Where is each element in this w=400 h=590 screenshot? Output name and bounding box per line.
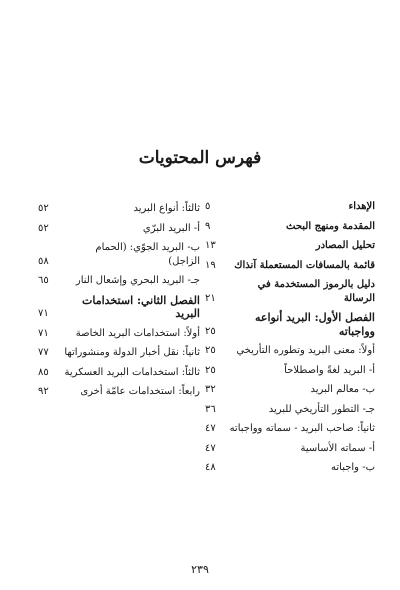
- toc-entry: [205, 220, 375, 234]
- toc-entry: [205, 278, 375, 305]
- toc-entry: [205, 364, 375, 378]
- toc-entry: [38, 274, 200, 288]
- toc-entry-title: رابعاً: استخدامات عامّة أخرى: [80, 386, 200, 397]
- toc-entry-page: ٥٢: [38, 203, 49, 214]
- toc-entry-page: ١٣: [205, 240, 216, 251]
- toc-entry-page: ٢٥: [205, 345, 216, 356]
- toc-entry-title: أولاً: استخدامات البريد الخاصة: [75, 327, 200, 339]
- toc-entry: [38, 222, 200, 236]
- toc-entry: [38, 202, 200, 216]
- toc-entry: [38, 346, 200, 360]
- toc-entry: [38, 366, 200, 380]
- toc-entry-title: أ- سماته الأساسية: [300, 442, 375, 454]
- toc-entry-title: الفصل الأول: البريد أنواعه وواجباته: [255, 311, 375, 338]
- toc-entry-page: ٣٦: [205, 403, 216, 415]
- toc-entry-page: ٢٥: [205, 364, 216, 376]
- toc-entry-page: ٧١: [38, 327, 49, 339]
- toc-entry-title: قائمة بالمسافات المستعملة آنذاك: [234, 259, 375, 271]
- page-number: ٢٣٩: [191, 563, 209, 576]
- toc-entry-page: ٨٥: [38, 366, 49, 378]
- toc-left-column: [38, 202, 200, 399]
- toc-right-column: [205, 200, 375, 475]
- toc-entry-page: ٤٧: [205, 423, 216, 434]
- toc-entry: [205, 311, 375, 338]
- toc-entry-page: ٥٢: [38, 222, 49, 234]
- toc-entry-title: دليل بالرموز المستخدمة في الرسالة: [257, 279, 375, 304]
- toc-entry-title: ثانياً: صاحب البريد - سماته وواجباته: [229, 423, 375, 434]
- toc-entry-page: ٩٢: [38, 386, 49, 397]
- toc-entry-title: المقدمة ومنهج البحث: [286, 220, 375, 232]
- toc-entry-title: جـ- التطور التأريخي للبريد: [268, 403, 375, 415]
- toc-entry-page: ٩: [205, 220, 211, 232]
- toc-entry-page: ٤٧: [205, 442, 216, 454]
- toc-entry: [205, 403, 375, 417]
- toc-entry: [205, 200, 375, 214]
- toc-entry-title: ب- واجباته: [331, 462, 375, 473]
- toc-entry: [205, 461, 375, 475]
- toc-entry-title: ثالثاً: أنواع البريد: [133, 203, 200, 214]
- toc-entry-page: ٧١: [38, 308, 49, 319]
- toc-entry-page: ٥: [205, 201, 211, 212]
- toc-entry-title: أولاً: معنى البريد وتطوره التأريخي: [236, 345, 375, 356]
- toc-entry-title: أ- البريد البرّي: [142, 222, 200, 234]
- toc-entry-page: ٧٧: [38, 347, 49, 358]
- toc-entry: [38, 294, 200, 321]
- toc-entry-title: أ- البريد لغةً واصطلاحاً: [284, 364, 375, 376]
- page-title: فهرس المحتويات: [138, 148, 262, 168]
- toc-entry-title: تحليل المصادر: [315, 240, 375, 251]
- toc-entry-page: ١٩: [205, 259, 216, 271]
- toc-entry: [38, 385, 200, 399]
- toc-entry-page: ٦٥: [38, 275, 49, 286]
- toc-entry: [205, 383, 375, 397]
- toc-entry: [205, 442, 375, 456]
- toc-entry: [205, 422, 375, 436]
- toc-entry: [205, 344, 375, 358]
- toc-entry: [205, 239, 375, 253]
- toc-entry-title: الفصل الثاني: استخدامات البريد: [82, 293, 200, 320]
- toc-entry-page: ٥٨: [38, 255, 49, 267]
- toc-entry: [38, 327, 200, 341]
- toc-entry-title: ثانياً: نقل أخبار الدولة ومنشوراتها: [64, 347, 200, 358]
- toc-entry: [38, 241, 200, 268]
- toc-entry-title: ب- البريد الجوّي: (الحمام الزاجل): [95, 242, 200, 267]
- toc-entry-page: ٤٨: [205, 462, 216, 473]
- toc-entry-page: ٣٢: [205, 384, 216, 395]
- toc-entry-page: ٢١: [205, 292, 216, 304]
- toc-entry-page: ٢٥: [205, 325, 216, 337]
- toc-entry-title: الإهداء: [348, 201, 375, 212]
- toc-entry-title: ثالثاً: استخدامات البريد العسكرية: [64, 366, 200, 378]
- toc-entry-title: ب- معالم البريد: [310, 384, 375, 395]
- toc-entry-title: جـ- البريد البحري وإشعال النار: [75, 275, 200, 286]
- toc-entry: [205, 259, 375, 273]
